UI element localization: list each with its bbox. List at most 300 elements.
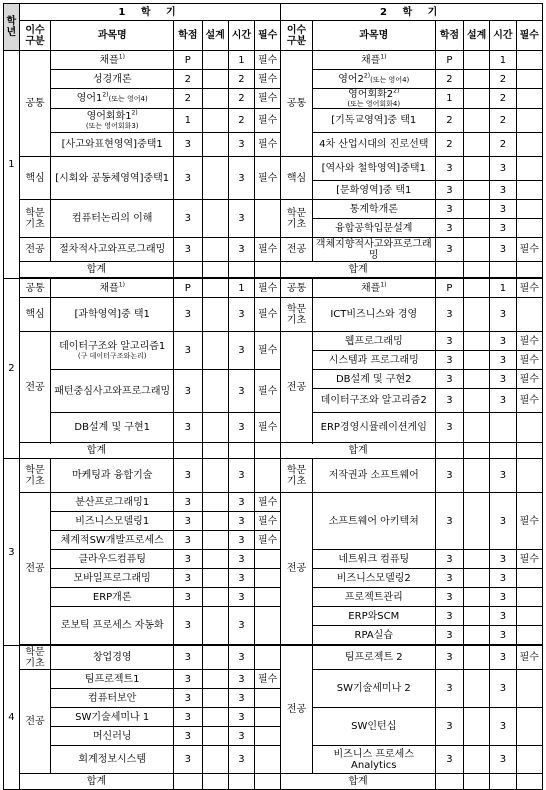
course-name: 로보틱 프로세스 자동화: [51, 607, 174, 645]
course-design: [464, 109, 490, 133]
category-cell: 공통: [281, 279, 313, 298]
course-hours: 3: [490, 157, 516, 181]
course-required: [516, 626, 542, 645]
course-required: [516, 607, 542, 626]
course-design: [202, 588, 228, 607]
course-required: [516, 670, 542, 708]
course-name: 데이터구조와 알고리즘2: [312, 389, 435, 413]
course-required: 필수: [255, 89, 281, 109]
course-credit: 2: [174, 89, 202, 109]
total-label: 합계: [281, 262, 435, 278]
course-hours: 3: [228, 607, 254, 645]
course-required: [255, 550, 281, 569]
course-hours: 3: [490, 181, 516, 200]
course-credit: 3: [174, 459, 202, 493]
course-name: 시스템과 프로그래밍: [312, 351, 435, 370]
course-design: [202, 646, 228, 670]
course-hours: 3: [490, 200, 516, 219]
course-name: DB설계 및 구현1: [51, 413, 174, 443]
course-hours: 3: [228, 531, 254, 550]
total-hours: [228, 774, 254, 790]
course-name: [과학영역]중 택1: [51, 298, 174, 332]
total-credit: [174, 443, 202, 459]
course-design: [464, 413, 490, 443]
course-name: [사고와표현영역]중택1: [51, 133, 174, 157]
course-name: 컴퓨터보안: [51, 689, 174, 708]
course-name: 마케팅과 융합기술: [51, 459, 174, 493]
course-hours: 3: [490, 389, 516, 413]
course-hours: 1: [228, 51, 254, 70]
course-name: 팀프로젝트1: [51, 670, 174, 689]
category-cell: 전공: [19, 670, 51, 774]
header-course-name: 과목명: [51, 21, 174, 51]
total-label: 합계: [19, 262, 173, 278]
course-hours: 3: [490, 607, 516, 626]
category-cell: 전공: [281, 238, 313, 262]
course-design: [202, 550, 228, 569]
course-name: DB설계 및 구현2: [312, 370, 435, 389]
course-credit: P: [435, 279, 463, 298]
semester-1-title: 1 학 기: [19, 4, 281, 21]
course-credit: 3: [174, 512, 202, 531]
course-hours: 3: [490, 646, 516, 670]
course-required: [255, 607, 281, 645]
course-required: [516, 569, 542, 588]
course-note: (또는 영어회화3): [85, 122, 139, 130]
category-cell: 전공: [19, 332, 51, 443]
course-name: 비즈니스모델링1: [51, 512, 174, 531]
course-design: [202, 70, 228, 89]
course-note: (또는 영어4): [370, 75, 410, 84]
course-credit: 3: [174, 670, 202, 689]
course-required: 필수: [255, 493, 281, 512]
course-credit: 3: [174, 607, 202, 645]
course-hours: 3: [490, 746, 516, 774]
course-credit: 3: [435, 351, 463, 370]
course-required: 필수: [255, 298, 281, 332]
course-design: [202, 157, 228, 200]
course-hours: 3: [228, 727, 254, 746]
course-required: 필수: [516, 370, 542, 389]
course-design: [464, 70, 490, 89]
course-hours: 3: [228, 746, 254, 774]
course-hours: 3: [228, 588, 254, 607]
course-name: 객체지향적사고와프로그래밍: [312, 238, 435, 262]
course-required: 필수: [255, 133, 281, 157]
course-design: [202, 298, 228, 332]
course-required: [255, 746, 281, 774]
course-hours: 3: [228, 569, 254, 588]
course-hours: 2: [490, 133, 516, 157]
total-required: [516, 774, 542, 790]
course-note: (구 데이터구조와논리): [77, 352, 147, 360]
grade-cell: 4: [4, 646, 20, 790]
course-hours: 3: [490, 370, 516, 389]
course-credit: 3: [174, 689, 202, 708]
course-credit: 2: [435, 70, 463, 89]
category-cell: 전공: [19, 238, 51, 262]
course-hours: 2: [228, 70, 254, 89]
course-name: 회계정보시스템: [51, 746, 174, 774]
course-required: [516, 298, 542, 332]
course-required: 필수: [516, 389, 542, 413]
course-design: [464, 89, 490, 109]
course-hours: 3: [490, 708, 516, 746]
course-name: 창업경영: [51, 646, 174, 670]
course-required: [516, 219, 542, 238]
header-course-name: 과목명: [312, 21, 435, 51]
course-credit: 3: [435, 459, 463, 493]
total-required: [255, 774, 281, 790]
course-required: 필수: [255, 370, 281, 413]
course-note: (또는 영어회화4): [347, 100, 401, 108]
course-credit: 3: [435, 219, 463, 238]
course-design: [464, 200, 490, 219]
course-hours: 3: [228, 157, 254, 200]
course-design: [464, 133, 490, 157]
course-credit: 3: [174, 133, 202, 157]
course-credit: P: [174, 279, 202, 298]
course-name: 저작권과 소프트웨어: [312, 459, 435, 493]
course-required: [516, 746, 542, 774]
course-design: [202, 332, 228, 370]
course-required: 필수: [255, 279, 281, 298]
course-name: ERP개론: [51, 588, 174, 607]
course-credit: 1: [174, 109, 202, 133]
course-name: [역사와 철학영역]중택1: [312, 157, 435, 181]
category-cell: 공통: [19, 279, 51, 298]
total-credit: [174, 262, 202, 278]
course-hours: 2: [490, 70, 516, 89]
course-design: [464, 219, 490, 238]
total-required: [255, 443, 281, 459]
grade-cell: 1: [4, 51, 20, 279]
total-design: [202, 262, 228, 278]
course-hours: 2: [228, 109, 254, 133]
course-required: [516, 459, 542, 493]
course-required: [516, 51, 542, 70]
course-required: 필수: [516, 238, 542, 262]
header-credit: 학점: [435, 21, 463, 51]
course-design: [464, 389, 490, 413]
course-credit: 3: [174, 370, 202, 413]
course-credit: 3: [174, 746, 202, 774]
course-name: 채플$^{1)}$: [51, 51, 174, 70]
course-hours: 1: [490, 51, 516, 70]
category-cell: 학문기초: [281, 298, 313, 332]
total-label: 합계: [19, 774, 173, 790]
course-hours: 3: [490, 588, 516, 607]
course-credit: 3: [435, 298, 463, 332]
total-design: [202, 443, 228, 459]
course-required: 필수: [516, 279, 542, 298]
course-hours: 1: [228, 279, 254, 298]
total-design: [464, 262, 490, 278]
category-cell: 전공: [281, 493, 313, 645]
course-hours: 3: [490, 332, 516, 351]
total-credit: [174, 774, 202, 790]
course-name: 데이터구조와 알고리즘1 (구 데이터구조와논리): [51, 332, 174, 370]
course-design: [464, 708, 490, 746]
course-credit: 3: [174, 727, 202, 746]
category-cell: 공통: [19, 51, 51, 157]
course-credit: 3: [435, 550, 463, 569]
course-required: [255, 200, 281, 238]
course-design: [464, 298, 490, 332]
course-credit: 3: [174, 550, 202, 569]
total-required: [516, 262, 542, 278]
course-required: [255, 569, 281, 588]
course-name: 채플$^{1)}$: [51, 279, 174, 298]
course-design: [202, 238, 228, 262]
course-credit: 3: [435, 370, 463, 389]
category-cell: 핵심: [19, 298, 51, 332]
course-credit: 3: [435, 181, 463, 200]
course-hours: 3: [228, 459, 254, 493]
course-required: [516, 70, 542, 89]
total-hours: [490, 443, 516, 459]
course-credit: 3: [435, 607, 463, 626]
course-credit: 3: [174, 157, 202, 200]
course-credit: 3: [435, 200, 463, 219]
course-hours: [490, 413, 516, 443]
course-name: 비즈니스 프로세스 Analytics: [312, 746, 435, 774]
course-design: [464, 51, 490, 70]
total-credit: [435, 262, 463, 278]
course-design: [464, 607, 490, 626]
course-credit: 3: [174, 298, 202, 332]
course-design: [464, 646, 490, 670]
course-required: [255, 459, 281, 493]
course-credit: 3: [435, 493, 463, 550]
category-cell: 핵심: [19, 157, 51, 200]
course-credit: P: [435, 51, 463, 70]
course-design: [202, 727, 228, 746]
course-name: 채플$^{1)}$: [312, 279, 435, 298]
header-design: 설계: [202, 21, 228, 51]
course-name: 성경개론: [51, 70, 174, 89]
course-design: [464, 670, 490, 708]
course-design: [202, 531, 228, 550]
course-hours: 3: [228, 298, 254, 332]
course-hours: 3: [228, 646, 254, 670]
course-credit: 1: [435, 89, 463, 109]
header-hours: 시간: [228, 21, 254, 51]
total-hours: [490, 774, 516, 790]
course-required: [516, 157, 542, 181]
course-design: [202, 607, 228, 645]
course-required: [255, 727, 281, 746]
course-design: [464, 351, 490, 370]
course-name: ERP경영시뮬레이션게임: [312, 413, 435, 443]
course-name: ICT비즈니스와 경영: [312, 298, 435, 332]
course-hours: 3: [490, 459, 516, 493]
course-design: [202, 51, 228, 70]
course-name: [시회와 공동체영역]중택1: [51, 157, 174, 200]
course-name: 비즈니스모델링2: [312, 569, 435, 588]
category-cell: 전공: [281, 332, 313, 443]
course-design: [464, 493, 490, 550]
course-name: 프로젝트관리: [312, 588, 435, 607]
course-name: [문화영역]중 택1: [312, 181, 435, 200]
course-credit: 3: [435, 588, 463, 607]
course-design: [464, 569, 490, 588]
course-credit: 3: [435, 569, 463, 588]
course-required: [255, 708, 281, 727]
course-name: 소프트웨어 아키텍쳐: [312, 493, 435, 550]
course-required: 필수: [255, 512, 281, 531]
course-design: [202, 200, 228, 238]
course-name: 절차적사고와프로그래밍: [51, 238, 174, 262]
course-credit: 3: [435, 238, 463, 262]
course-name: [기독교영역]중 택1: [312, 109, 435, 133]
course-required: [516, 200, 542, 219]
course-note: (또는 영어4): [108, 95, 148, 103]
course-design: [202, 689, 228, 708]
course-name: 체계적SW개발프로세스: [51, 531, 174, 550]
course-hours: 1: [490, 279, 516, 298]
course-hours: 3: [490, 626, 516, 645]
course-required: 필수: [255, 413, 281, 443]
total-design: [464, 443, 490, 459]
course-name: 네트워크 컴퓨팅: [312, 550, 435, 569]
course-required: [516, 181, 542, 200]
course-hours: 3: [228, 708, 254, 727]
course-required: 필수: [516, 550, 542, 569]
course-credit: 2: [435, 109, 463, 133]
category-cell: 핵심: [281, 157, 313, 200]
course-required: [255, 689, 281, 708]
course-name: 영어회화1$^{2)}$ (또는 영어회화3): [51, 109, 174, 133]
course-credit: 2: [174, 70, 202, 89]
total-credit: [435, 774, 463, 790]
course-required: 필수: [255, 238, 281, 262]
course-hours: 2: [228, 89, 254, 109]
course-required: [255, 646, 281, 670]
course-required: 필수: [516, 646, 542, 670]
course-design: [202, 413, 228, 443]
course-hours: 3: [490, 298, 516, 332]
course-name: 웹프로그래밍: [312, 332, 435, 351]
course-design: [464, 459, 490, 493]
category-cell: 학문기초: [19, 646, 51, 670]
course-name: 패턴중심사고와프로그래밍: [51, 370, 174, 413]
course-hours: 3: [228, 493, 254, 512]
course-design: [202, 708, 228, 727]
course-required: 필수: [255, 70, 281, 89]
course-required: 필수: [516, 332, 542, 351]
course-credit: 3: [174, 413, 202, 443]
course-credit: 3: [435, 626, 463, 645]
course-required: 필수: [255, 51, 281, 70]
course-credit: 3: [435, 670, 463, 708]
course-hours: 3: [228, 413, 254, 443]
course-hours: 3: [490, 351, 516, 370]
course-design: [202, 493, 228, 512]
category-cell: 전공: [19, 493, 51, 645]
course-design: [202, 569, 228, 588]
course-hours: 3: [228, 200, 254, 238]
course-name: 통계학개론: [312, 200, 435, 219]
course-hours: 2: [490, 109, 516, 133]
course-credit: 3: [435, 646, 463, 670]
course-name: 모바일프로그래밍: [51, 569, 174, 588]
course-name: RPA실습: [312, 626, 435, 645]
course-credit: 3: [174, 588, 202, 607]
course-design: [464, 157, 490, 181]
course-credit: 3: [435, 332, 463, 351]
course-name: 분산프로그래밍1: [51, 493, 174, 512]
header-required: 필수: [255, 21, 281, 51]
course-design: [202, 670, 228, 689]
total-design: [464, 774, 490, 790]
category-cell: 학문기초: [19, 459, 51, 493]
course-required: [516, 708, 542, 746]
course-design: [202, 512, 228, 531]
course-required: [516, 588, 542, 607]
header-required: 필수: [516, 21, 542, 51]
total-label: 합계: [281, 443, 435, 459]
course-name: 영어1$^{2)}$(또는 영어4): [51, 89, 174, 109]
course-hours: 3: [228, 370, 254, 413]
category-cell: 학문기초: [281, 200, 313, 238]
course-name: SW인턴십: [312, 708, 435, 746]
total-hours: [490, 262, 516, 278]
header-grade: 학년: [4, 4, 20, 51]
course-hours: 3: [228, 238, 254, 262]
course-credit: 3: [435, 708, 463, 746]
course-name: SW기술세미나 1: [51, 708, 174, 727]
course-credit: 3: [174, 708, 202, 727]
grade-cell: 3: [4, 459, 20, 646]
course-hours: 3: [490, 550, 516, 569]
course-required: [516, 133, 542, 157]
course-design: [202, 459, 228, 493]
course-required: 필수: [516, 351, 542, 370]
total-required: [516, 443, 542, 459]
course-hours: 3: [228, 689, 254, 708]
course-credit: 3: [435, 157, 463, 181]
category-cell: 전공: [281, 646, 313, 774]
course-name: 영어2$^{2)}$(또는 영어4): [312, 70, 435, 89]
course-name: 컴퓨터논리의 이해: [51, 200, 174, 238]
course-required: 필수: [255, 332, 281, 370]
header-credit: 학점: [174, 21, 202, 51]
course-name: ERP와SCM: [312, 607, 435, 626]
category-cell: 학문기초: [19, 200, 51, 238]
course-name: 팀프로젝트 2: [312, 646, 435, 670]
course-hours: 3: [490, 670, 516, 708]
total-hours: [228, 262, 254, 278]
course-credit: 2: [435, 133, 463, 157]
total-required: [255, 262, 281, 278]
course-required: 필수: [255, 157, 281, 200]
course-hours: 3: [228, 670, 254, 689]
grade-cell: 2: [4, 279, 20, 459]
course-credit: 3: [174, 531, 202, 550]
course-credit: 3: [435, 746, 463, 774]
course-design: [202, 133, 228, 157]
course-required: 필수: [255, 109, 281, 133]
course-credit: P: [174, 51, 202, 70]
course-hours: 3: [228, 133, 254, 157]
course-credit: 3: [174, 200, 202, 238]
course-design: [464, 746, 490, 774]
course-hours: 3: [228, 512, 254, 531]
curriculum-table: [3, 3, 543, 790]
category-cell: 학문기초: [281, 459, 313, 493]
course-design: [202, 89, 228, 109]
